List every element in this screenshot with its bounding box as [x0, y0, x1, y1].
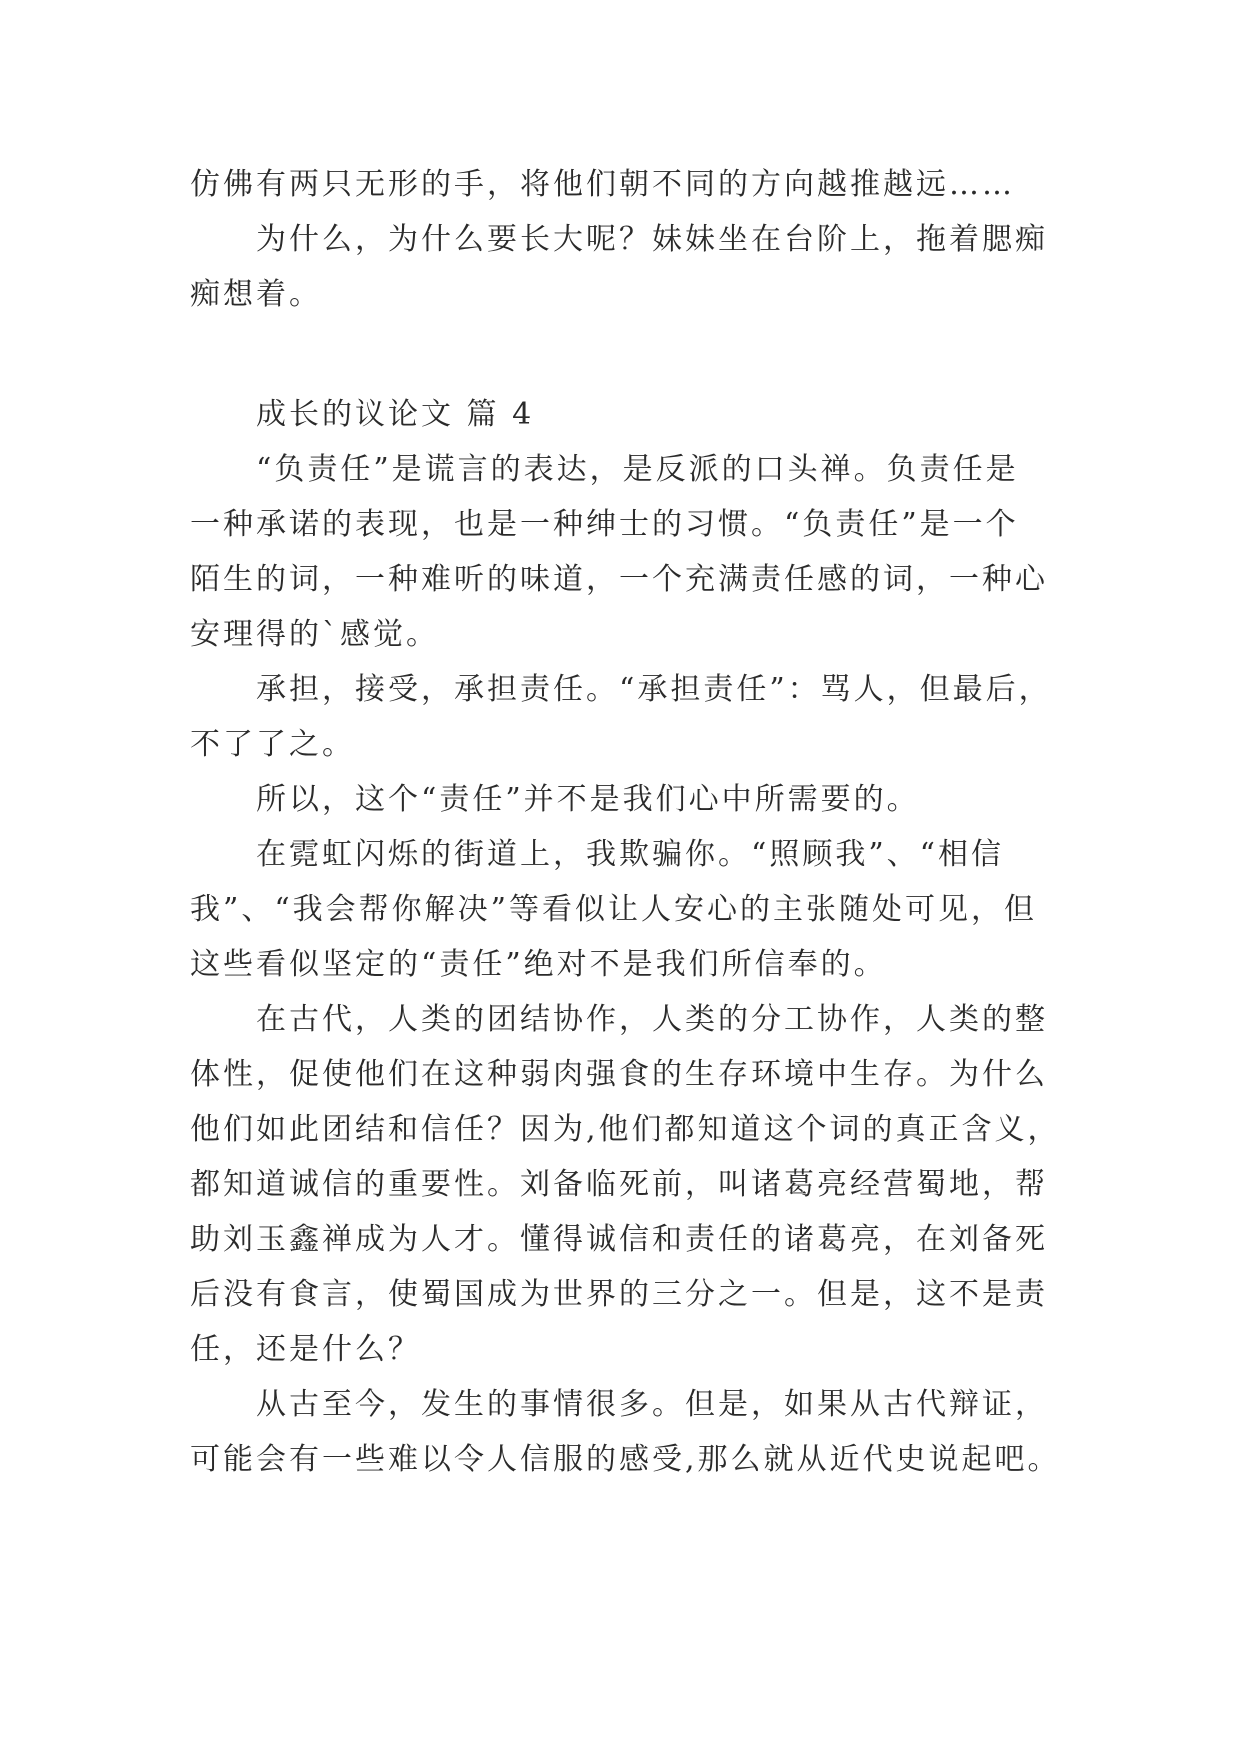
text-line: 在古代，人类的团结协作，人类的分工协作，人类的整: [256, 1002, 1048, 1037]
text-line: 在霓虹闪烁的街道上，我欺骗你。“照顾我”、“相信: [256, 837, 1005, 872]
text-line: 一种承诺的表现，也是一种绅士的习惯。“负责任”是一个: [190, 507, 1019, 542]
text-line: 这些看似坚定的“责任”绝对不是我们所信奉的。: [190, 947, 887, 982]
text-line: 仿佛有两只无形的手，将他们朝不同的方向越推越远……: [190, 167, 1015, 202]
text-line: 痴想着。: [190, 277, 322, 312]
text-line: 任，还是什么？: [190, 1332, 421, 1367]
text-line: 承担，接受，承担责任。“承担责任”：骂人，但最后，: [256, 672, 1052, 707]
section-gap: [190, 322, 1060, 387]
text-line: 陌生的词，一种难听的味道，一个充满责任感的词，一种心: [190, 562, 1048, 597]
text-line: 助刘玉鑫禅成为人才。懂得诚信和责任的诸葛亮，在刘备死: [190, 1222, 1048, 1257]
text-line: 他们如此团结和信任？因为,他们都知道这个词的真正含义，: [190, 1112, 1061, 1147]
text-line: 不了了之。: [190, 727, 355, 762]
text-line: “负责任”是谎言的表达，是反派的口头禅。负责任是: [256, 452, 1019, 487]
text-line: 都知道诚信的重要性。刘备临死前，叫诸葛亮经营蜀地，帮: [190, 1167, 1048, 1202]
section-heading: 成长的议论文 篇 4: [256, 397, 535, 432]
text-line: 安理得的`感觉。: [190, 617, 439, 652]
text-line: 从古至今，发生的事情很多。但是，如果从古代辩证，: [256, 1387, 1048, 1422]
text-line: 后没有食言，使蜀国成为世界的三分之一。但是，这不是责: [190, 1277, 1048, 1312]
text-line: 所以，这个“责任”并不是我们心中所需要的。: [256, 782, 920, 817]
text-line: 为什么，为什么要长大呢？妹妹坐在台阶上，拖着腮痴: [256, 222, 1048, 257]
text-line: 我”、“我会帮你解决”等看似让人安心的主张随处可见，但: [190, 892, 1038, 927]
document-body: [190, 157, 1060, 1487]
text-line: 体性，促使他们在这种弱肉强食的生存环境中生存。为什么: [190, 1057, 1048, 1092]
text-line: 可能会有一些难以令人信服的感受,那么就从近代史说起吧。: [190, 1442, 1061, 1477]
